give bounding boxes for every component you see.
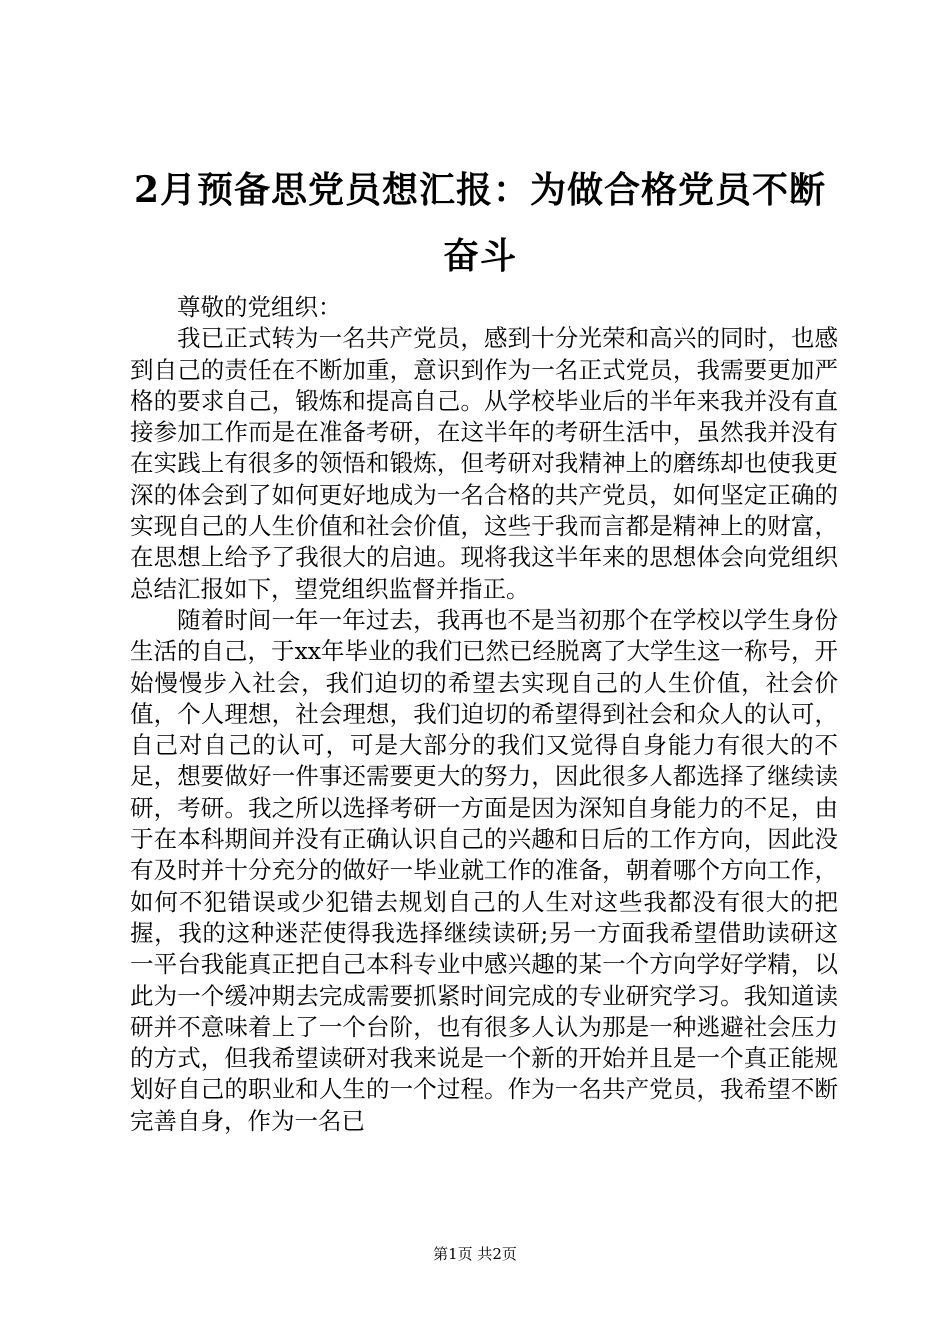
paragraph-2: 随着时间一年一年过去，我再也不是当初那个在学校以学生身份生活的自己，于xx年毕业的我们已然已经脱离了大学生这一称号，开始慢慢步入社会，我们迫切的希望去实现自己的人生价值，社会价值，个人理想，社会理想，我们迫切的希望得到社会和众人的认可，自己对自己的认可，可是大部分的我们又觉得自身能力有很大的不足，想要做好一件事还需要更大的努力，因此很多人都选择了继续读研，考研。我之所以选择考研一方面是因为深知自身能力的不足，由于在本科期间并没有正确认识自己的兴趣和日后的工作方向，因此没有及时并十分充分的做好一毕业就工作的准备，朝着哪个方向工作，如何不犯错误或少犯错去规划自己的人生对这些我都没有很大的把握，我的这种迷茫使得我选择继续读研;另一方面我希望借助读研这一平台我能真正把自己本科专业中感兴趣的某一个方向学好学精，以此为一个缓冲期去完成需要抓紧时间完成的专业研究学习。我知道读研并不意味着上了一个台阶，也有很多人认为那是一种逃避社会压力的方式，但我希望读研对我来说是一个新的开始并且是一个真正能规划好自己的职业和人生的一个过程。作为一名共产党员，我希望不断完善自身，作为一名已 xyxy=(130,605,839,1135)
page-footer: 第1页 共2页 xyxy=(433,1245,517,1263)
paragraph-1: 我已正式转为一名共产党员，感到十分光荣和高兴的同时，也感到自己的责任在不断加重，意识到作为一名正式党员，我需要更加严格的要求自己，锻炼和提高自己。从学校毕业后的半年来我并没有直接参加工作而是在准备考研，在这半年的考研生活中，虽然我并没有在实践上有很多的领悟和锻炼，但考研对我精神上的磨练却也使我更深的体会到了如何更好地成为一名合格的共产党员，如何坚定正确的实现自己的人生价值和社会价值，这些于我而言都是精神上的财富，在思想上给予了我很大的启迪。现将我这半年来的思想体会向党组织总结汇报如下，望党组织监督并指正。 xyxy=(130,324,838,603)
salutation: 尊敬的党组织： xyxy=(177,293,342,321)
document-title: 2月预备思党员想汇报：为做合格党员不断奋斗 xyxy=(133,169,827,277)
document-body xyxy=(130,292,838,1137)
